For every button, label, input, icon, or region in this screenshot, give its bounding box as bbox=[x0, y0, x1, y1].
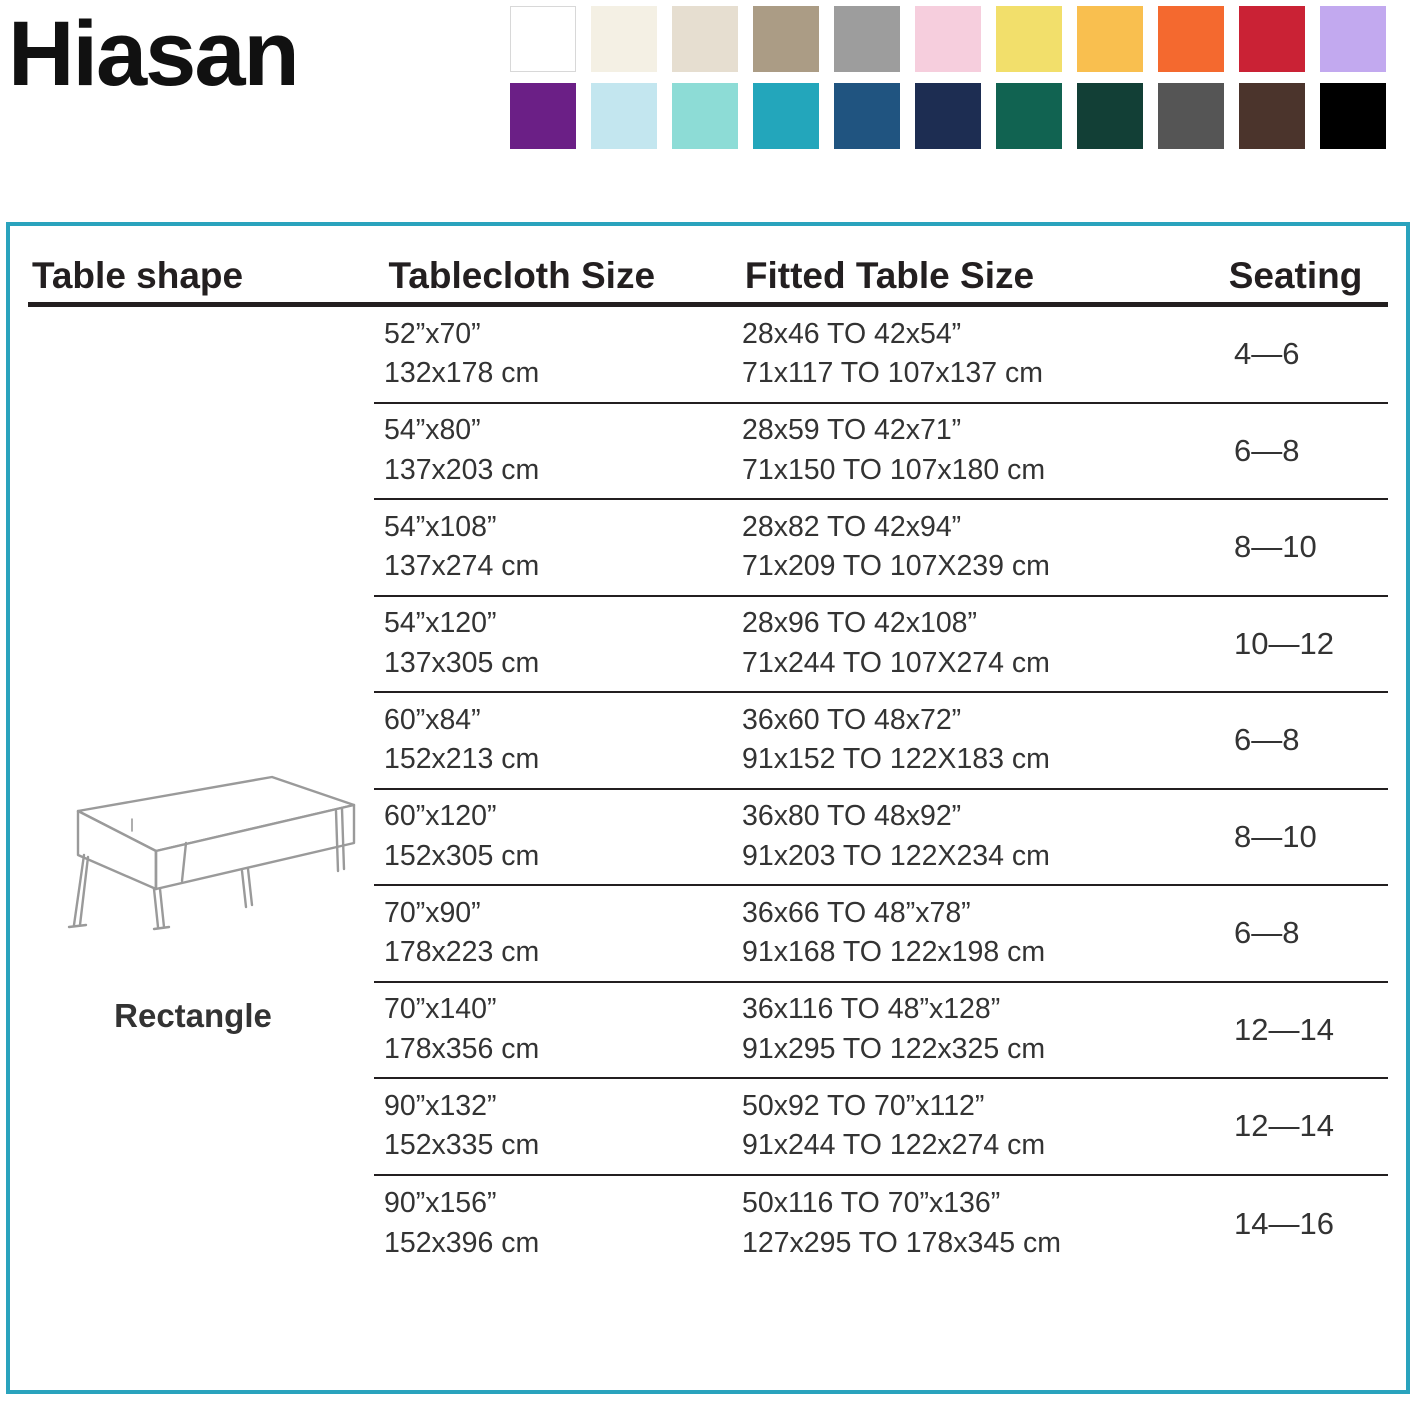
color-swatch[interactable] bbox=[1239, 6, 1305, 72]
column-header-seating: Seating bbox=[1228, 255, 1363, 296]
color-swatch[interactable] bbox=[510, 83, 576, 149]
table-row bbox=[374, 1079, 1388, 1176]
cell-tablecloth-size bbox=[374, 315, 734, 394]
value-cm: 152x335 cm bbox=[384, 1129, 540, 1162]
table-shape-label: Rectangle bbox=[114, 997, 272, 1034]
color-swatch[interactable] bbox=[1239, 83, 1305, 149]
cell-fitted-table-size bbox=[734, 411, 1228, 490]
value-seating: 6—8 bbox=[1234, 915, 1300, 951]
color-swatch[interactable] bbox=[672, 83, 738, 149]
cell-tablecloth-size bbox=[374, 508, 734, 587]
cell-seating bbox=[1228, 1012, 1388, 1048]
value-inches: 54”x120” bbox=[384, 607, 497, 640]
value-inches: 36x60 TO 48x72” bbox=[742, 703, 962, 736]
value-cm: 178x223 cm bbox=[384, 936, 540, 969]
value-inches: 90”x156” bbox=[384, 1187, 497, 1220]
value-cm: 137x305 cm bbox=[384, 646, 540, 679]
color-swatch[interactable] bbox=[591, 83, 657, 149]
value-seating: 6—8 bbox=[1234, 432, 1300, 468]
brand-logo: Hiasan bbox=[8, 3, 298, 105]
color-swatch[interactable] bbox=[591, 6, 657, 72]
color-swatch[interactable] bbox=[1158, 6, 1224, 72]
header-area bbox=[0, 0, 1416, 180]
value-inches: 28x46 TO 42x54” bbox=[742, 317, 962, 350]
table-row bbox=[374, 983, 1388, 1080]
cell-fitted-table-size bbox=[734, 604, 1228, 683]
table-row bbox=[374, 307, 1388, 404]
cell-tablecloth-size bbox=[374, 797, 734, 876]
value-inches: 70”x90” bbox=[384, 896, 481, 929]
table-row bbox=[374, 597, 1388, 694]
cell-fitted-table-size bbox=[734, 990, 1228, 1069]
column-header-table-shape: Table shape bbox=[32, 255, 244, 296]
value-cm: 91x168 TO 122x198 cm bbox=[742, 936, 1046, 969]
cell-tablecloth-size bbox=[374, 990, 734, 1069]
value-cm: 71x117 TO 107x137 cm bbox=[742, 357, 1044, 390]
swatch-row-1 bbox=[510, 6, 1386, 72]
value-inches: 54”x80” bbox=[384, 414, 481, 447]
value-cm: 132x178 cm bbox=[384, 357, 540, 390]
cell-seating bbox=[1228, 626, 1388, 662]
value-seating: 8—10 bbox=[1234, 818, 1317, 854]
cell-fitted-table-size bbox=[734, 508, 1228, 587]
color-swatch[interactable] bbox=[753, 83, 819, 149]
value-inches: 60”x84” bbox=[384, 703, 481, 736]
value-cm: 152x396 cm bbox=[384, 1226, 540, 1259]
cell-tablecloth-size bbox=[374, 411, 734, 490]
value-inches: 50x92 TO 70”x112” bbox=[742, 1089, 985, 1122]
value-inches: 36x80 TO 48x92” bbox=[742, 800, 962, 833]
value-cm: 91x152 TO 122X183 cm bbox=[742, 743, 1050, 776]
value-cm: 91x244 TO 122x274 cm bbox=[742, 1129, 1046, 1162]
cell-seating bbox=[1228, 433, 1388, 469]
table-row bbox=[374, 886, 1388, 983]
value-inches: 36x116 TO 48”x128” bbox=[742, 993, 1001, 1026]
color-swatch[interactable] bbox=[1077, 83, 1143, 149]
value-seating: 8—10 bbox=[1234, 529, 1317, 565]
color-swatch[interactable] bbox=[996, 83, 1062, 149]
value-inches: 36x66 TO 48”x78” bbox=[742, 896, 971, 929]
value-seating: 12—14 bbox=[1234, 1108, 1334, 1144]
value-inches: 90”x132” bbox=[384, 1089, 497, 1122]
value-cm: 91x295 TO 122x325 cm bbox=[742, 1032, 1046, 1065]
value-cm: 178x356 cm bbox=[384, 1032, 540, 1065]
value-inches: 28x96 TO 42x108” bbox=[742, 607, 978, 640]
value-seating: 6—8 bbox=[1234, 722, 1300, 758]
table-row bbox=[374, 1176, 1388, 1273]
cell-fitted-table-size bbox=[734, 1087, 1228, 1166]
cell-tablecloth-size bbox=[374, 894, 734, 973]
column-header-tablecloth-size: Tablecloth Size bbox=[388, 255, 656, 296]
color-swatch[interactable] bbox=[834, 6, 900, 72]
cell-seating bbox=[1228, 722, 1388, 758]
color-swatch[interactable] bbox=[672, 6, 738, 72]
value-cm: 137x274 cm bbox=[384, 550, 540, 583]
table-row bbox=[374, 500, 1388, 597]
cell-tablecloth-size bbox=[374, 604, 734, 683]
value-cm: 137x203 cm bbox=[384, 453, 540, 486]
color-swatch-palette bbox=[510, 6, 1386, 149]
cell-fitted-table-size bbox=[734, 797, 1228, 876]
color-swatch[interactable] bbox=[1320, 83, 1386, 149]
value-inches: 28x82 TO 42x94” bbox=[742, 510, 962, 543]
value-cm: 91x203 TO 122X234 cm bbox=[742, 839, 1050, 872]
value-inches: 70”x140” bbox=[384, 993, 497, 1026]
cell-seating bbox=[1228, 336, 1388, 372]
table-row bbox=[374, 693, 1388, 790]
table-shape-cell bbox=[28, 307, 374, 1272]
value-cm: 127x295 TO 178x345 cm bbox=[742, 1226, 1061, 1259]
rectangle-table-icon bbox=[36, 759, 366, 939]
cell-tablecloth-size bbox=[374, 701, 734, 780]
table-row bbox=[374, 790, 1388, 887]
cell-seating bbox=[1228, 529, 1388, 565]
table-row bbox=[374, 404, 1388, 501]
size-chart-card bbox=[6, 222, 1410, 1394]
color-swatch[interactable] bbox=[996, 6, 1062, 72]
color-swatch[interactable] bbox=[834, 83, 900, 149]
value-inches: 60”x120” bbox=[384, 800, 497, 833]
cell-seating bbox=[1228, 1108, 1388, 1144]
color-swatch[interactable] bbox=[915, 83, 981, 149]
color-swatch[interactable] bbox=[753, 6, 819, 72]
cell-fitted-table-size bbox=[734, 1184, 1228, 1263]
value-seating: 4—6 bbox=[1234, 336, 1300, 372]
value-inches: 54”x108” bbox=[384, 510, 497, 543]
cell-seating bbox=[1228, 1206, 1388, 1242]
table-header-row bbox=[28, 240, 1388, 307]
color-swatch[interactable] bbox=[1077, 6, 1143, 72]
cell-tablecloth-size bbox=[374, 1184, 734, 1263]
color-swatch[interactable] bbox=[915, 6, 981, 72]
value-cm: 71x244 TO 107X274 cm bbox=[742, 646, 1050, 679]
value-inches: 28x59 TO 42x71” bbox=[742, 414, 962, 447]
cell-fitted-table-size bbox=[734, 315, 1228, 394]
cell-tablecloth-size bbox=[374, 1087, 734, 1166]
color-swatch[interactable] bbox=[1158, 83, 1224, 149]
value-inches: 50x116 TO 70”x136” bbox=[742, 1187, 1001, 1220]
cell-seating bbox=[1228, 915, 1388, 951]
color-swatch[interactable] bbox=[1320, 6, 1386, 72]
cell-fitted-table-size bbox=[734, 701, 1228, 780]
value-inches: 52”x70” bbox=[384, 317, 481, 350]
size-table-body bbox=[374, 307, 1388, 1272]
value-seating: 14—16 bbox=[1234, 1205, 1334, 1241]
swatch-row-2 bbox=[510, 83, 1386, 149]
value-cm: 71x150 TO 107x180 cm bbox=[742, 453, 1046, 486]
value-seating: 12—14 bbox=[1234, 1011, 1334, 1047]
value-cm: 152x213 cm bbox=[384, 743, 540, 776]
value-seating: 10—12 bbox=[1234, 625, 1334, 661]
cell-fitted-table-size bbox=[734, 894, 1228, 973]
value-cm: 71x209 TO 107X239 cm bbox=[742, 550, 1050, 583]
column-header-fitted-table-size: Fitted Table Size bbox=[744, 255, 1035, 296]
cell-seating bbox=[1228, 819, 1388, 855]
color-swatch[interactable] bbox=[510, 6, 576, 72]
value-cm: 152x305 cm bbox=[384, 839, 540, 872]
